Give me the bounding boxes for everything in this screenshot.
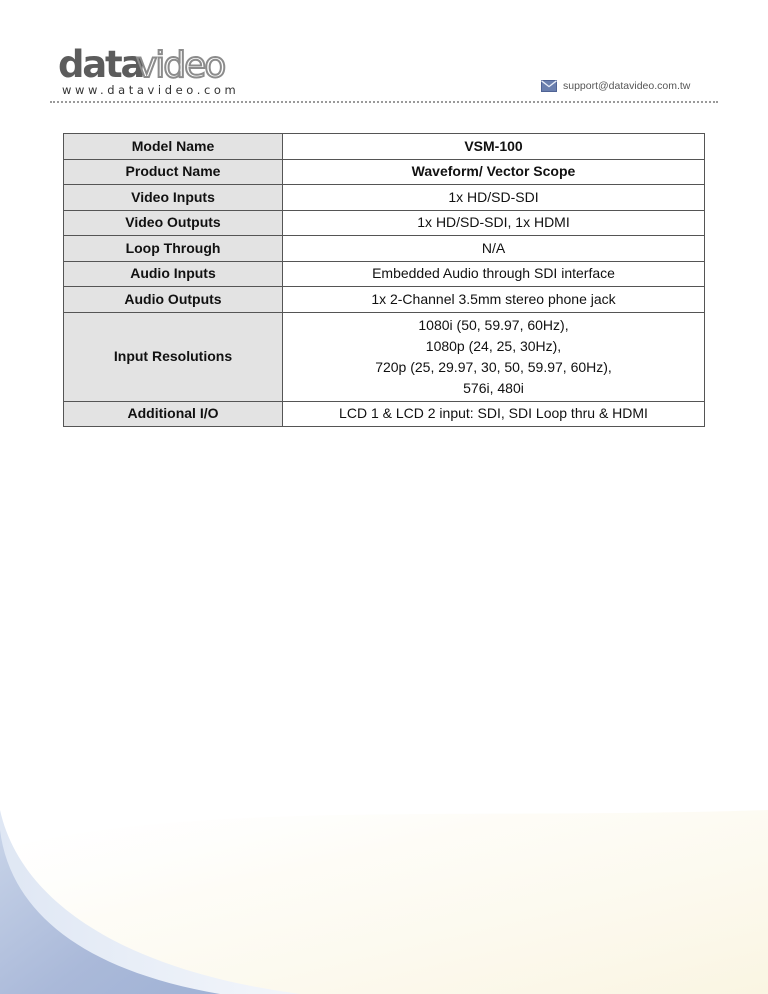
mail-icon: [541, 80, 557, 92]
row-value: 1x HD/SD-SDI, 1x HDMI: [283, 210, 705, 236]
logo-url-text: www.datavideo.com: [62, 83, 240, 97]
spec-table: [63, 133, 705, 427]
row-value: N/A: [283, 236, 705, 262]
row-value: 1x 2-Channel 3.5mm stereo phone jack: [283, 287, 705, 313]
row-label: Audio Inputs: [64, 261, 283, 287]
row-label: Input Resolutions: [64, 312, 283, 401]
row-label: Loop Through: [64, 236, 283, 262]
header-divider: [50, 101, 718, 103]
row-label: Product Name: [64, 159, 283, 185]
row-value: LCD 1 & LCD 2 input: SDI, SDI Loop thru & HDMI: [283, 401, 705, 427]
resolution-line: 1080i (50, 59.97, 60Hz),: [418, 316, 569, 333]
resolution-line: 576i, 480i: [463, 379, 524, 396]
table-row: [64, 261, 705, 287]
table-row: [64, 236, 705, 262]
table-row: [64, 210, 705, 236]
resolution-line: 720p (25, 29.97, 30, 50, 59.97, 60Hz),: [375, 358, 612, 375]
svg-text:data: data: [58, 45, 144, 86]
datavideo-wordmark: [58, 45, 233, 87]
table-row: [64, 185, 705, 211]
support-contact[interactable]: [541, 80, 690, 92]
row-label: Video Outputs: [64, 210, 283, 236]
row-value: Waveform/ Vector Scope: [283, 159, 705, 185]
row-value: Embedded Audio through SDI interface: [283, 261, 705, 287]
table-row-input-resolutions: [64, 312, 705, 401]
table-row: [64, 287, 705, 313]
page-header: [0, 0, 768, 110]
table-row: [64, 134, 705, 160]
row-label: Additional I/O: [64, 401, 283, 427]
input-resolutions-value: [283, 312, 705, 401]
table-row: [64, 159, 705, 185]
svg-text:video: video: [136, 45, 225, 86]
support-email[interactable]: support@datavideo.com.tw: [563, 80, 691, 92]
row-label: Model Name: [64, 134, 283, 160]
row-label: Audio Outputs: [64, 287, 283, 313]
row-value: VSM-100: [283, 134, 705, 160]
datavideo-logo[interactable]: [58, 45, 238, 99]
table-row-additional-io: [64, 401, 705, 427]
resolution-line: 1080p (24, 25, 30Hz),: [425, 337, 562, 354]
footer-wave-decoration: [0, 810, 768, 994]
row-label: Video Inputs: [64, 185, 283, 211]
row-value: 1x HD/SD-SDI: [283, 185, 705, 211]
